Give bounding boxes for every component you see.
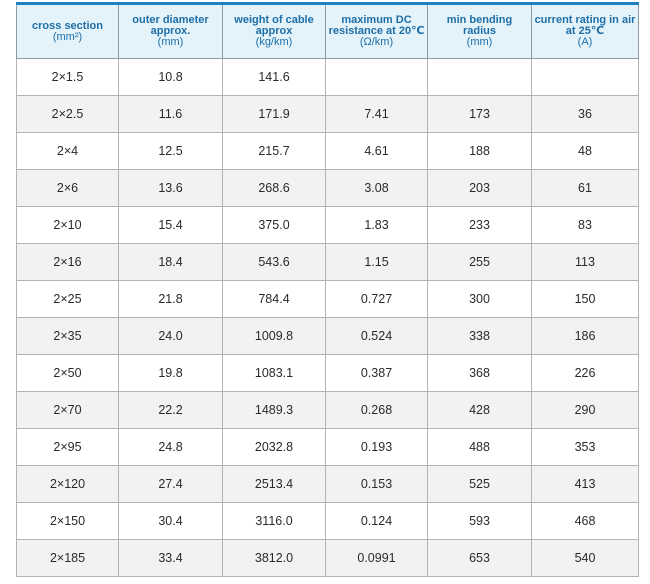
header-bending-radius [428,4,532,59]
header-unit: (mm²) [52,30,83,43]
cell-weight: 375.0 [223,207,326,244]
cell-weight: 1009.8 [223,318,326,355]
cell-bending-radius: 188 [428,133,532,170]
header-title: current rating in air at 25℃ [534,14,636,37]
cell-outer-diameter: 12.5 [119,133,223,170]
cell-current-rating [532,59,639,96]
header-unit: (kg/km) [255,36,293,48]
cell-outer-diameter: 27.4 [119,466,223,503]
cell-bending-radius: 488 [428,429,532,466]
cell-outer-diameter: 11.6 [119,96,223,133]
cell-bending-radius: 525 [428,466,532,503]
cell-dc-resistance: 0.153 [326,466,428,503]
cell-current-rating: 61 [532,170,639,207]
table-row [17,170,639,207]
cell-outer-diameter: 15.4 [119,207,223,244]
cell-cross-section: 2×6 [17,170,119,207]
cell-weight: 2513.4 [223,466,326,503]
header-title: outer diameter approx. [132,14,209,37]
cell-outer-diameter: 18.4 [119,244,223,281]
cell-cross-section: 2×150 [17,503,119,540]
table-header [17,4,639,59]
table-row [17,96,639,133]
header-title: maximum DC resistance at 20℃ [328,14,425,37]
cell-weight: 171.9 [223,96,326,133]
header-unit: (A) [577,36,593,48]
cable-spec-table-container [16,2,638,577]
cell-current-rating: 150 [532,281,639,318]
table-row [17,540,639,577]
header-unit: (Ω/km) [359,36,394,48]
cell-dc-resistance: 0.124 [326,503,428,540]
cell-dc-resistance: 7.41 [326,96,428,133]
cell-bending-radius: 255 [428,244,532,281]
cell-bending-radius: 233 [428,207,532,244]
table-row [17,244,639,281]
table-row [17,429,639,466]
cell-dc-resistance: 3.08 [326,170,428,207]
cell-bending-radius: 428 [428,392,532,429]
table-row [17,355,639,392]
cell-cross-section: 2×70 [17,392,119,429]
cell-bending-radius: 593 [428,503,532,540]
cell-weight: 215.7 [223,133,326,170]
header-row [17,4,639,59]
cell-bending-radius [428,59,532,96]
cell-current-rating: 36 [532,96,639,133]
cell-weight: 1083.1 [223,355,326,392]
cell-dc-resistance: 0.387 [326,355,428,392]
cell-outer-diameter: 19.8 [119,355,223,392]
table-row [17,392,639,429]
cell-bending-radius: 203 [428,170,532,207]
cell-outer-diameter: 13.6 [119,170,223,207]
cell-weight: 141.6 [223,59,326,96]
cell-outer-diameter: 24.8 [119,429,223,466]
cell-dc-resistance: 1.15 [326,244,428,281]
cell-dc-resistance: 4.61 [326,133,428,170]
cell-outer-diameter: 24.0 [119,318,223,355]
cell-cross-section: 2×95 [17,429,119,466]
cell-weight: 3812.0 [223,540,326,577]
header-unit: (mm) [157,36,184,48]
cell-weight: 784.4 [223,281,326,318]
cell-dc-resistance: 0.268 [326,392,428,429]
cell-bending-radius: 173 [428,96,532,133]
cell-dc-resistance: 1.83 [326,207,428,244]
cell-cross-section: 2×185 [17,540,119,577]
cell-weight: 2032.8 [223,429,326,466]
cell-cross-section: 2×16 [17,244,119,281]
table-row [17,281,639,318]
table-row [17,503,639,540]
table-row [17,318,639,355]
cell-weight: 543.6 [223,244,326,281]
header-current-rating [532,4,639,59]
table-row [17,59,639,96]
cell-current-rating: 83 [532,207,639,244]
cell-current-rating: 113 [532,244,639,281]
header-unit: (mm) [466,36,493,48]
cell-current-rating: 48 [532,133,639,170]
cell-cross-section: 2×120 [17,466,119,503]
cell-dc-resistance: 0.193 [326,429,428,466]
header-dc-resistance [326,4,428,59]
cell-dc-resistance: 0.524 [326,318,428,355]
cell-cross-section: 2×25 [17,281,119,318]
cell-cross-section: 2×1.5 [17,59,119,96]
cell-dc-resistance: 0.727 [326,281,428,318]
cell-current-rating: 226 [532,355,639,392]
header-cross-section [17,4,119,59]
cell-weight: 268.6 [223,170,326,207]
cell-dc-resistance [326,59,428,96]
cell-bending-radius: 653 [428,540,532,577]
cell-cross-section: 2×35 [17,318,119,355]
header-title: min bending radius [446,14,513,37]
cell-bending-radius: 368 [428,355,532,392]
table-row [17,207,639,244]
header-weight [223,4,326,59]
table-body [17,59,639,577]
cell-current-rating: 468 [532,503,639,540]
cell-current-rating: 290 [532,392,639,429]
cell-outer-diameter: 30.4 [119,503,223,540]
header-title: weight of cable approx [234,14,314,37]
cell-current-rating: 186 [532,318,639,355]
table-row [17,466,639,503]
cell-outer-diameter: 33.4 [119,540,223,577]
cell-outer-diameter: 10.8 [119,59,223,96]
cell-current-rating: 540 [532,540,639,577]
cell-dc-resistance: 0.0991 [326,540,428,577]
cell-cross-section: 2×2.5 [17,96,119,133]
cell-cross-section: 2×10 [17,207,119,244]
cell-outer-diameter: 21.8 [119,281,223,318]
cell-bending-radius: 338 [428,318,532,355]
cell-outer-diameter: 22.2 [119,392,223,429]
cell-current-rating: 353 [532,429,639,466]
cell-current-rating: 413 [532,466,639,503]
cable-spec-table [16,2,639,577]
table-row [17,133,639,170]
cell-weight: 3116.0 [223,503,326,540]
header-title: cross section [32,19,103,32]
cell-cross-section: 2×4 [17,133,119,170]
cell-cross-section: 2×50 [17,355,119,392]
cell-bending-radius: 300 [428,281,532,318]
cell-weight: 1489.3 [223,392,326,429]
header-outer-diameter [119,4,223,59]
